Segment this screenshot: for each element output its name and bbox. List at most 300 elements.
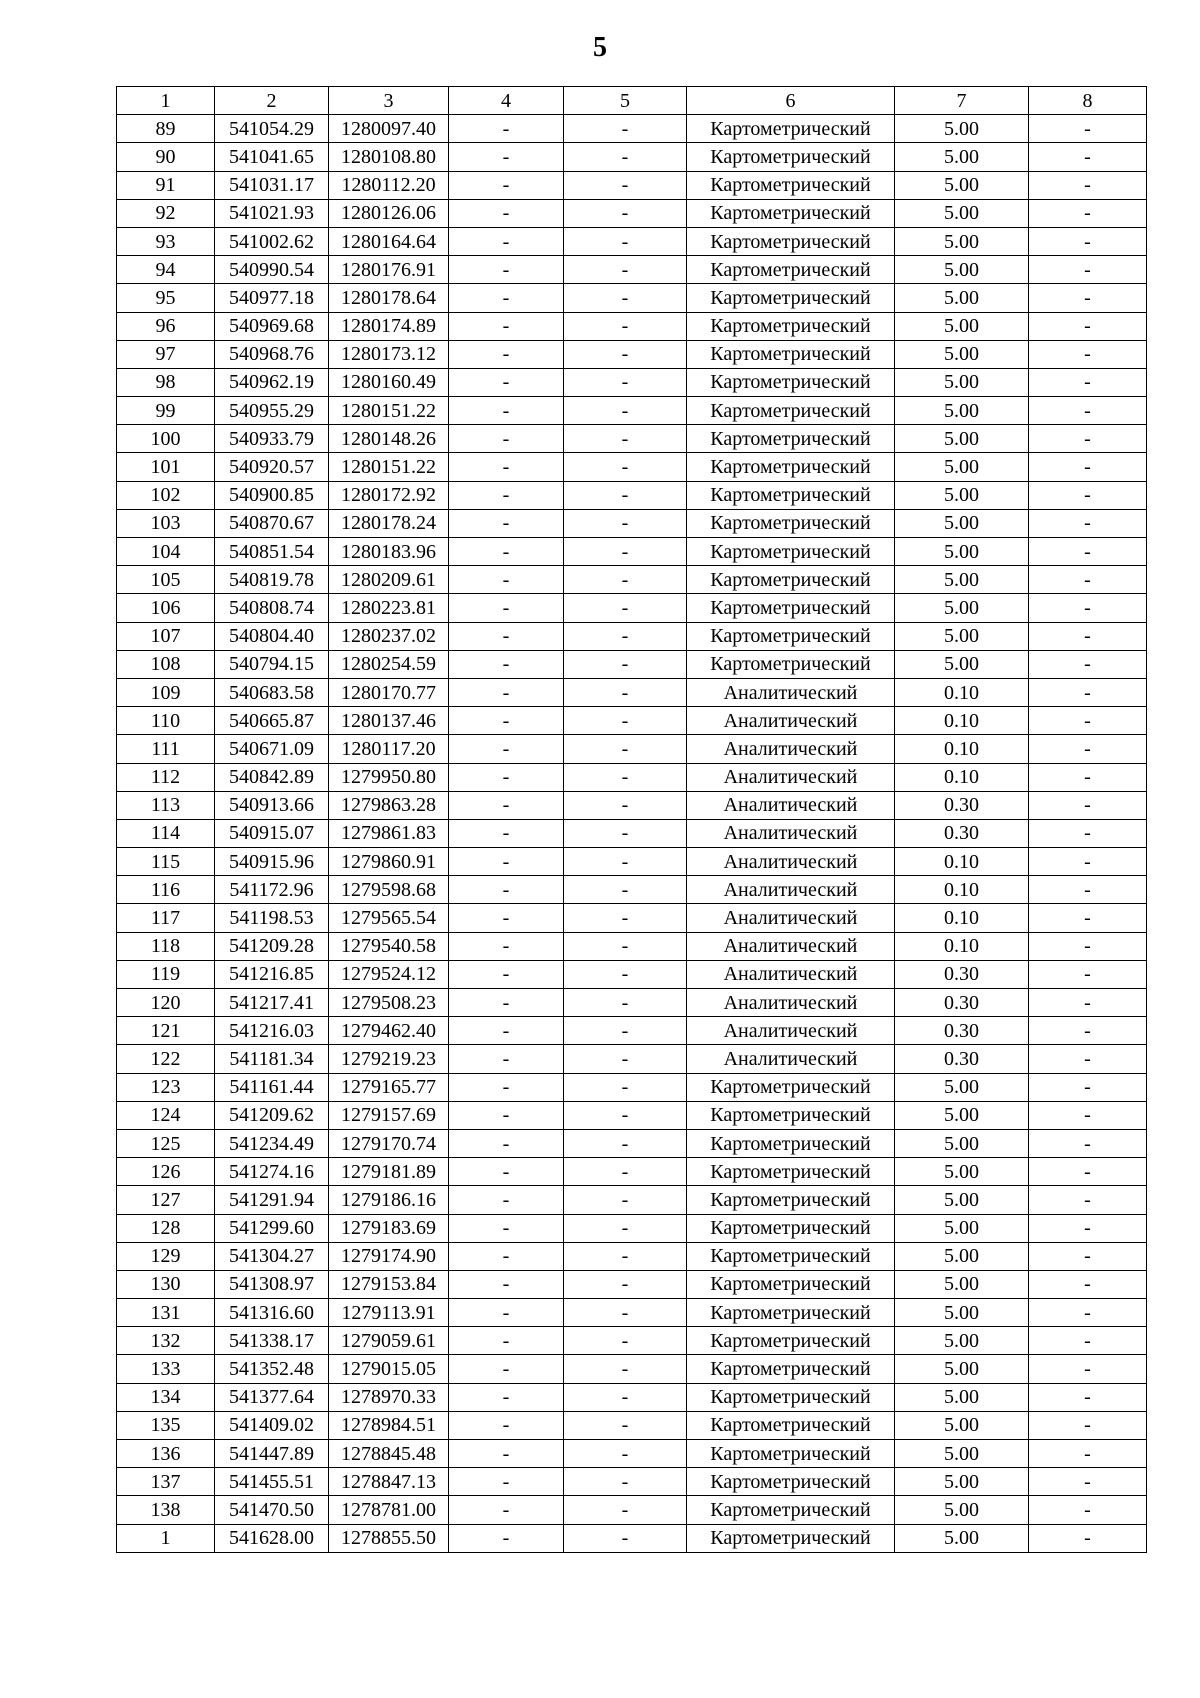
y-coordinate-cell: 1279508.23 <box>329 989 449 1017</box>
point-number-cell: 130 <box>117 1270 215 1298</box>
method-cell: Картометрический <box>687 650 895 678</box>
col4-cell: - <box>449 1186 564 1214</box>
col8-cell: - <box>1029 1045 1147 1073</box>
method-cell: Картометрический <box>687 1214 895 1242</box>
col4-cell: - <box>449 904 564 932</box>
table-row <box>117 1524 1147 1552</box>
y-coordinate-cell: 1280137.46 <box>329 707 449 735</box>
col4-cell: - <box>449 284 564 312</box>
point-number-cell: 91 <box>117 171 215 199</box>
accuracy-cell: 5.00 <box>895 622 1029 650</box>
method-cell: Картометрический <box>687 425 895 453</box>
col5-cell: - <box>564 932 687 960</box>
y-coordinate-cell: 1279113.91 <box>329 1299 449 1327</box>
col4-cell: - <box>449 989 564 1017</box>
col4-cell: - <box>449 1129 564 1157</box>
col5-cell: - <box>564 284 687 312</box>
col8-cell: - <box>1029 989 1147 1017</box>
col4-cell: - <box>449 1017 564 1045</box>
col8-cell: - <box>1029 763 1147 791</box>
accuracy-cell: 0.30 <box>895 960 1029 988</box>
col5-cell: - <box>564 1045 687 1073</box>
table-row <box>117 397 1147 425</box>
method-cell: Картометрический <box>687 143 895 171</box>
point-number-cell: 1 <box>117 1524 215 1552</box>
table-row <box>117 594 1147 622</box>
col5-cell: - <box>564 1327 687 1355</box>
col5-cell: - <box>564 199 687 227</box>
col5-cell: - <box>564 678 687 706</box>
y-coordinate-cell: 1280183.96 <box>329 538 449 566</box>
col8-cell: - <box>1029 1186 1147 1214</box>
table-row <box>117 707 1147 735</box>
col4-cell: - <box>449 1101 564 1129</box>
point-number-cell: 102 <box>117 481 215 509</box>
column-header: 7 <box>895 87 1029 115</box>
x-coordinate-cell: 540915.96 <box>215 848 329 876</box>
point-number-cell: 116 <box>117 876 215 904</box>
accuracy-cell: 0.10 <box>895 763 1029 791</box>
col4-cell: - <box>449 848 564 876</box>
x-coordinate-cell: 541216.85 <box>215 960 329 988</box>
col8-cell: - <box>1029 594 1147 622</box>
y-coordinate-cell: 1278845.48 <box>329 1440 449 1468</box>
column-header: 2 <box>215 87 329 115</box>
x-coordinate-cell: 541338.17 <box>215 1327 329 1355</box>
x-coordinate-cell: 540915.07 <box>215 819 329 847</box>
y-coordinate-cell: 1279524.12 <box>329 960 449 988</box>
col4-cell: - <box>449 199 564 227</box>
y-coordinate-cell: 1279598.68 <box>329 876 449 904</box>
col5-cell: - <box>564 650 687 678</box>
table-body <box>117 87 1147 1553</box>
accuracy-cell: 5.00 <box>895 312 1029 340</box>
x-coordinate-cell: 541217.41 <box>215 989 329 1017</box>
col5-cell: - <box>564 312 687 340</box>
accuracy-cell: 5.00 <box>895 481 1029 509</box>
point-number-cell: 96 <box>117 312 215 340</box>
col4-cell: - <box>449 678 564 706</box>
table-row <box>117 819 1147 847</box>
table-row <box>117 538 1147 566</box>
accuracy-cell: 0.30 <box>895 989 1029 1017</box>
method-cell: Картометрический <box>687 340 895 368</box>
method-cell: Картометрический <box>687 1158 895 1186</box>
col5-cell: - <box>564 453 687 481</box>
accuracy-cell: 5.00 <box>895 284 1029 312</box>
method-cell: Картометрический <box>687 481 895 509</box>
method-cell: Аналитический <box>687 1017 895 1045</box>
point-number-cell: 104 <box>117 538 215 566</box>
accuracy-cell: 5.00 <box>895 509 1029 537</box>
column-header: 6 <box>687 87 895 115</box>
y-coordinate-cell: 1279186.16 <box>329 1186 449 1214</box>
y-coordinate-cell: 1280126.06 <box>329 199 449 227</box>
table-row <box>117 284 1147 312</box>
point-number-cell: 122 <box>117 1045 215 1073</box>
y-coordinate-cell: 1280223.81 <box>329 594 449 622</box>
col8-cell: - <box>1029 1383 1147 1411</box>
x-coordinate-cell: 540842.89 <box>215 763 329 791</box>
accuracy-cell: 0.10 <box>895 678 1029 706</box>
method-cell: Картометрический <box>687 1411 895 1439</box>
table-row <box>117 171 1147 199</box>
table-row <box>117 876 1147 904</box>
col5-cell: - <box>564 1524 687 1552</box>
x-coordinate-cell: 541216.03 <box>215 1017 329 1045</box>
point-number-cell: 101 <box>117 453 215 481</box>
table-row <box>117 481 1147 509</box>
y-coordinate-cell: 1280160.49 <box>329 368 449 396</box>
y-coordinate-cell: 1280151.22 <box>329 453 449 481</box>
table-row <box>117 622 1147 650</box>
col5-cell: - <box>564 509 687 537</box>
method-cell: Картометрический <box>687 1327 895 1355</box>
col4-cell: - <box>449 1440 564 1468</box>
col8-cell: - <box>1029 1299 1147 1327</box>
col5-cell: - <box>564 848 687 876</box>
y-coordinate-cell: 1280097.40 <box>329 115 449 143</box>
method-cell: Картометрический <box>687 368 895 396</box>
x-coordinate-cell: 540977.18 <box>215 284 329 312</box>
accuracy-cell: 5.00 <box>895 256 1029 284</box>
method-cell: Картометрический <box>687 1073 895 1101</box>
col5-cell: - <box>564 989 687 1017</box>
accuracy-cell: 0.10 <box>895 876 1029 904</box>
x-coordinate-cell: 541181.34 <box>215 1045 329 1073</box>
table-row <box>117 115 1147 143</box>
y-coordinate-cell: 1280170.77 <box>329 678 449 706</box>
accuracy-cell: 0.30 <box>895 819 1029 847</box>
col4-cell: - <box>449 538 564 566</box>
x-coordinate-cell: 541198.53 <box>215 904 329 932</box>
col8-cell: - <box>1029 1158 1147 1186</box>
table-row <box>117 143 1147 171</box>
method-cell: Картометрический <box>687 171 895 199</box>
table-row <box>117 340 1147 368</box>
table-row <box>117 1440 1147 1468</box>
table-row <box>117 1327 1147 1355</box>
accuracy-cell: 0.30 <box>895 1045 1029 1073</box>
x-coordinate-cell: 540819.78 <box>215 566 329 594</box>
y-coordinate-cell: 1280254.59 <box>329 650 449 678</box>
accuracy-cell: 0.30 <box>895 1017 1029 1045</box>
col5-cell: - <box>564 425 687 453</box>
point-number-cell: 133 <box>117 1355 215 1383</box>
coordinates-table <box>116 86 1147 1553</box>
col5-cell: - <box>564 143 687 171</box>
method-cell: Картометрический <box>687 509 895 537</box>
y-coordinate-cell: 1280164.64 <box>329 227 449 255</box>
method-cell: Картометрический <box>687 115 895 143</box>
x-coordinate-cell: 541041.65 <box>215 143 329 171</box>
col8-cell: - <box>1029 932 1147 960</box>
table-row <box>117 1242 1147 1270</box>
table-row <box>117 1270 1147 1298</box>
col4-cell: - <box>449 932 564 960</box>
accuracy-cell: 5.00 <box>895 340 1029 368</box>
point-number-cell: 114 <box>117 819 215 847</box>
col4-cell: - <box>449 1270 564 1298</box>
method-cell: Аналитический <box>687 763 895 791</box>
table-row <box>117 735 1147 763</box>
col4-cell: - <box>449 819 564 847</box>
accuracy-cell: 5.00 <box>895 1299 1029 1327</box>
point-number-cell: 95 <box>117 284 215 312</box>
point-number-cell: 100 <box>117 425 215 453</box>
y-coordinate-cell: 1279861.83 <box>329 819 449 847</box>
table-row <box>117 650 1147 678</box>
y-coordinate-cell: 1279219.23 <box>329 1045 449 1073</box>
y-coordinate-cell: 1279157.69 <box>329 1101 449 1129</box>
table-row <box>117 678 1147 706</box>
table-row <box>117 227 1147 255</box>
accuracy-cell: 5.00 <box>895 538 1029 566</box>
point-number-cell: 126 <box>117 1158 215 1186</box>
method-cell: Картометрический <box>687 453 895 481</box>
col8-cell: - <box>1029 622 1147 650</box>
col8-cell: - <box>1029 819 1147 847</box>
point-number-cell: 109 <box>117 678 215 706</box>
x-coordinate-cell: 541021.93 <box>215 199 329 227</box>
col4-cell: - <box>449 171 564 199</box>
accuracy-cell: 5.00 <box>895 1355 1029 1383</box>
accuracy-cell: 5.00 <box>895 1242 1029 1270</box>
point-number-cell: 134 <box>117 1383 215 1411</box>
accuracy-cell: 5.00 <box>895 397 1029 425</box>
accuracy-cell: 5.00 <box>895 1468 1029 1496</box>
col4-cell: - <box>449 960 564 988</box>
accuracy-cell: 5.00 <box>895 1496 1029 1524</box>
accuracy-cell: 5.00 <box>895 1327 1029 1355</box>
col5-cell: - <box>564 594 687 622</box>
table-row <box>117 1129 1147 1157</box>
y-coordinate-cell: 1280112.20 <box>329 171 449 199</box>
method-cell: Картометрический <box>687 227 895 255</box>
method-cell: Аналитический <box>687 876 895 904</box>
col4-cell: - <box>449 256 564 284</box>
col5-cell: - <box>564 1129 687 1157</box>
accuracy-cell: 5.00 <box>895 1101 1029 1129</box>
table-row <box>117 791 1147 819</box>
col8-cell: - <box>1029 1270 1147 1298</box>
y-coordinate-cell: 1278984.51 <box>329 1411 449 1439</box>
col5-cell: - <box>564 115 687 143</box>
x-coordinate-cell: 540665.87 <box>215 707 329 735</box>
col5-cell: - <box>564 1158 687 1186</box>
col5-cell: - <box>564 397 687 425</box>
col8-cell: - <box>1029 143 1147 171</box>
col5-cell: - <box>564 1214 687 1242</box>
col4-cell: - <box>449 312 564 340</box>
table-row <box>117 1496 1147 1524</box>
col8-cell: - <box>1029 397 1147 425</box>
x-coordinate-cell: 540933.79 <box>215 425 329 453</box>
col8-cell: - <box>1029 538 1147 566</box>
col8-cell: - <box>1029 1073 1147 1101</box>
x-coordinate-cell: 541470.50 <box>215 1496 329 1524</box>
accuracy-cell: 5.00 <box>895 1129 1029 1157</box>
point-number-cell: 128 <box>117 1214 215 1242</box>
y-coordinate-cell: 1280148.26 <box>329 425 449 453</box>
accuracy-cell: 5.00 <box>895 227 1029 255</box>
x-coordinate-cell: 540870.67 <box>215 509 329 537</box>
point-number-cell: 127 <box>117 1186 215 1214</box>
col4-cell: - <box>449 1355 564 1383</box>
point-number-cell: 94 <box>117 256 215 284</box>
x-coordinate-cell: 540955.29 <box>215 397 329 425</box>
point-number-cell: 111 <box>117 735 215 763</box>
x-coordinate-cell: 540804.40 <box>215 622 329 650</box>
x-coordinate-cell: 541308.97 <box>215 1270 329 1298</box>
col8-cell: - <box>1029 848 1147 876</box>
table-header-row <box>117 87 1147 115</box>
method-cell: Картометрический <box>687 1355 895 1383</box>
col4-cell: - <box>449 763 564 791</box>
x-coordinate-cell: 541031.17 <box>215 171 329 199</box>
col4-cell: - <box>449 791 564 819</box>
col5-cell: - <box>564 1355 687 1383</box>
x-coordinate-cell: 541172.96 <box>215 876 329 904</box>
table-row <box>117 425 1147 453</box>
method-cell: Картометрический <box>687 594 895 622</box>
accuracy-cell: 5.00 <box>895 1270 1029 1298</box>
table-row <box>117 1186 1147 1214</box>
method-cell: Аналитический <box>687 791 895 819</box>
x-coordinate-cell: 540913.66 <box>215 791 329 819</box>
y-coordinate-cell: 1279183.69 <box>329 1214 449 1242</box>
col8-cell: - <box>1029 284 1147 312</box>
x-coordinate-cell: 541291.94 <box>215 1186 329 1214</box>
accuracy-cell: 0.10 <box>895 848 1029 876</box>
col8-cell: - <box>1029 1524 1147 1552</box>
method-cell: Аналитический <box>687 960 895 988</box>
col5-cell: - <box>564 566 687 594</box>
col5-cell: - <box>564 876 687 904</box>
col8-cell: - <box>1029 425 1147 453</box>
method-cell: Картометрический <box>687 1129 895 1157</box>
y-coordinate-cell: 1279565.54 <box>329 904 449 932</box>
table-row <box>117 1073 1147 1101</box>
col4-cell: - <box>449 340 564 368</box>
col5-cell: - <box>564 1468 687 1496</box>
table-row <box>117 1045 1147 1073</box>
col8-cell: - <box>1029 1496 1147 1524</box>
method-cell: Картометрический <box>687 1186 895 1214</box>
col8-cell: - <box>1029 1017 1147 1045</box>
page-number: 5 <box>593 32 607 63</box>
col8-cell: - <box>1029 481 1147 509</box>
col5-cell: - <box>564 960 687 988</box>
point-number-cell: 119 <box>117 960 215 988</box>
point-number-cell: 92 <box>117 199 215 227</box>
col8-cell: - <box>1029 960 1147 988</box>
point-number-cell: 132 <box>117 1327 215 1355</box>
point-number-cell: 131 <box>117 1299 215 1327</box>
col5-cell: - <box>564 1270 687 1298</box>
col5-cell: - <box>564 707 687 735</box>
method-cell: Аналитический <box>687 678 895 706</box>
col5-cell: - <box>564 1073 687 1101</box>
accuracy-cell: 5.00 <box>895 368 1029 396</box>
point-number-cell: 117 <box>117 904 215 932</box>
col8-cell: - <box>1029 678 1147 706</box>
point-number-cell: 93 <box>117 227 215 255</box>
x-coordinate-cell: 540920.57 <box>215 453 329 481</box>
col8-cell: - <box>1029 791 1147 819</box>
col4-cell: - <box>449 397 564 425</box>
x-coordinate-cell: 540808.74 <box>215 594 329 622</box>
table-row <box>117 256 1147 284</box>
x-coordinate-cell: 540962.19 <box>215 368 329 396</box>
col5-cell: - <box>564 735 687 763</box>
x-coordinate-cell: 541455.51 <box>215 1468 329 1496</box>
table-row <box>117 848 1147 876</box>
point-number-cell: 136 <box>117 1440 215 1468</box>
y-coordinate-cell: 1279462.40 <box>329 1017 449 1045</box>
col5-cell: - <box>564 1017 687 1045</box>
table-row <box>117 932 1147 960</box>
col5-cell: - <box>564 1101 687 1129</box>
col8-cell: - <box>1029 1411 1147 1439</box>
col4-cell: - <box>449 1327 564 1355</box>
col4-cell: - <box>449 622 564 650</box>
col8-cell: - <box>1029 1468 1147 1496</box>
method-cell: Картометрический <box>687 1496 895 1524</box>
y-coordinate-cell: 1278970.33 <box>329 1383 449 1411</box>
col4-cell: - <box>449 425 564 453</box>
y-coordinate-cell: 1278847.13 <box>329 1468 449 1496</box>
accuracy-cell: 5.00 <box>895 199 1029 227</box>
point-number-cell: 138 <box>117 1496 215 1524</box>
col4-cell: - <box>449 1411 564 1439</box>
y-coordinate-cell: 1279015.05 <box>329 1355 449 1383</box>
col8-cell: - <box>1029 453 1147 481</box>
point-number-cell: 105 <box>117 566 215 594</box>
table-row <box>117 312 1147 340</box>
col5-cell: - <box>564 256 687 284</box>
y-coordinate-cell: 1280237.02 <box>329 622 449 650</box>
x-coordinate-cell: 541447.89 <box>215 1440 329 1468</box>
col5-cell: - <box>564 1383 687 1411</box>
method-cell: Картометрический <box>687 1383 895 1411</box>
point-number-cell: 137 <box>117 1468 215 1496</box>
method-cell: Картометрический <box>687 622 895 650</box>
col4-cell: - <box>449 1073 564 1101</box>
accuracy-cell: 0.30 <box>895 791 1029 819</box>
x-coordinate-cell: 541304.27 <box>215 1242 329 1270</box>
col4-cell: - <box>449 453 564 481</box>
col4-cell: - <box>449 650 564 678</box>
point-number-cell: 115 <box>117 848 215 876</box>
table-row <box>117 453 1147 481</box>
method-cell: Картометрический <box>687 1440 895 1468</box>
y-coordinate-cell: 1279165.77 <box>329 1073 449 1101</box>
col8-cell: - <box>1029 256 1147 284</box>
col4-cell: - <box>449 509 564 537</box>
col5-cell: - <box>564 791 687 819</box>
point-number-cell: 124 <box>117 1101 215 1129</box>
table-row <box>117 368 1147 396</box>
col8-cell: - <box>1029 1101 1147 1129</box>
accuracy-cell: 5.00 <box>895 650 1029 678</box>
table-row <box>117 1411 1147 1439</box>
col4-cell: - <box>449 1383 564 1411</box>
method-cell: Аналитический <box>687 735 895 763</box>
point-number-cell: 99 <box>117 397 215 425</box>
method-cell: Аналитический <box>687 932 895 960</box>
x-coordinate-cell: 541234.49 <box>215 1129 329 1157</box>
